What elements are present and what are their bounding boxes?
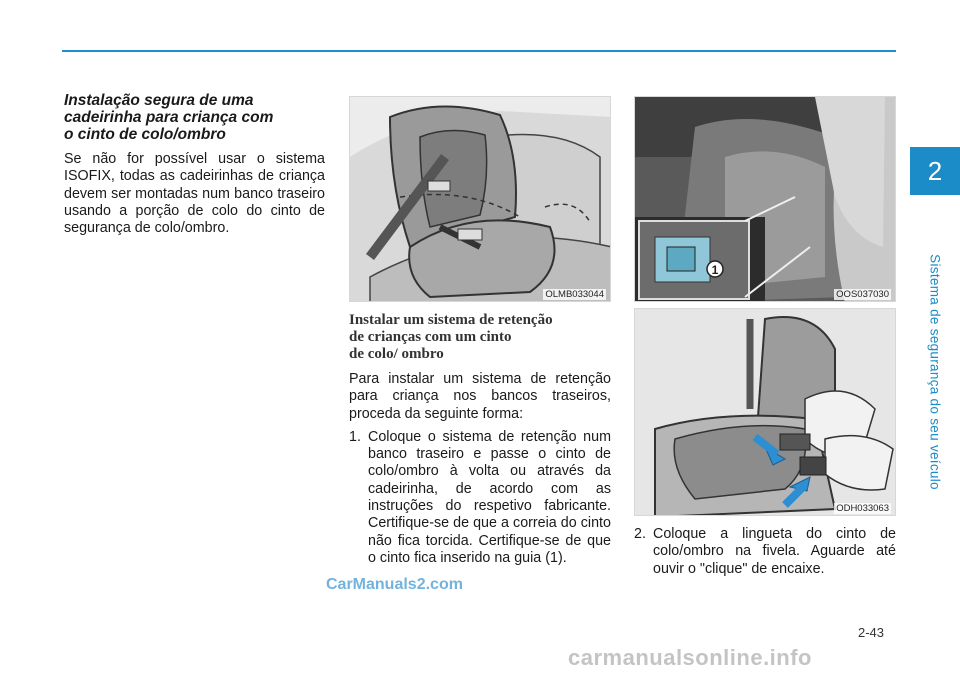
right-column: [634, 96, 896, 584]
buckle-insert-illustration: [635, 309, 896, 516]
child-seat-rear-illustration: [350, 97, 611, 302]
left-heading-line: o cinto de colo/ombro: [64, 126, 226, 143]
middle-heading-line: de crianças com um cinto: [349, 329, 512, 345]
figure-code: ODH033063: [836, 503, 889, 514]
middle-heading-line: de colo/ ombro: [349, 346, 444, 362]
footer-watermark: carmanualsonline.info: [568, 645, 812, 670]
watermark: CarManuals2.com: [326, 576, 463, 593]
step-number: 2.: [634, 526, 646, 542]
page-number: 2-43: [858, 625, 885, 640]
step-2: [634, 526, 896, 578]
figure-code: OOS037030: [836, 289, 889, 300]
middle-column: [349, 96, 611, 573]
step-1: [349, 429, 611, 567]
left-paragraph: Se não for possível usar o sistema ISOFIX, todas as cadeirinhas de criança devem ser montadas num banco traseiro usando a porção de colo do cinto de segurança de colo/ombro.: [64, 151, 325, 237]
figure-belt-guide-photo: [634, 96, 896, 302]
middle-intro: Para instalar um sistema de retenção para criança nos bancos traseiros, proceda da seguinte forma:: [349, 371, 611, 422]
step-text: Coloque a lingueta do cinto de colo/ombro na fivela. Aguarde até ouvir o "clique" de encaixe.: [653, 526, 896, 577]
middle-heading: [349, 312, 611, 363]
left-heading-line: cadeirinha para criança com: [64, 109, 274, 126]
step-number: 1.: [349, 428, 361, 445]
step-text: Coloque o sistema de retenção num banco traseiro e passe o cinto de colo/ombro à volta ou através da cadeirinha, de acordo com as instruções do respetivo fabricante. Certifique-se de que a correia do cinto não fica torcida. Certifique-se de que o cinto fica inserido na guia (1).: [368, 428, 611, 566]
left-heading: [64, 92, 325, 143]
middle-heading-line: Instalar um sistema de retenção: [349, 312, 553, 328]
chapter-title-text: Sistema de segurança do seu veículo: [927, 254, 943, 490]
figure-child-seat-rear: [349, 96, 611, 302]
left-heading-line: Instalação segura de uma: [64, 92, 254, 109]
figure-buckle-insert: [634, 308, 896, 516]
callout-label: 1: [711, 263, 719, 277]
figure-code: OLMB033044: [545, 289, 604, 300]
left-column: [64, 92, 325, 243]
chapter-tab: [910, 147, 960, 195]
chapter-number: 2: [927, 155, 943, 186]
top-rule: [62, 50, 896, 52]
belt-guide-photo: [635, 97, 896, 302]
